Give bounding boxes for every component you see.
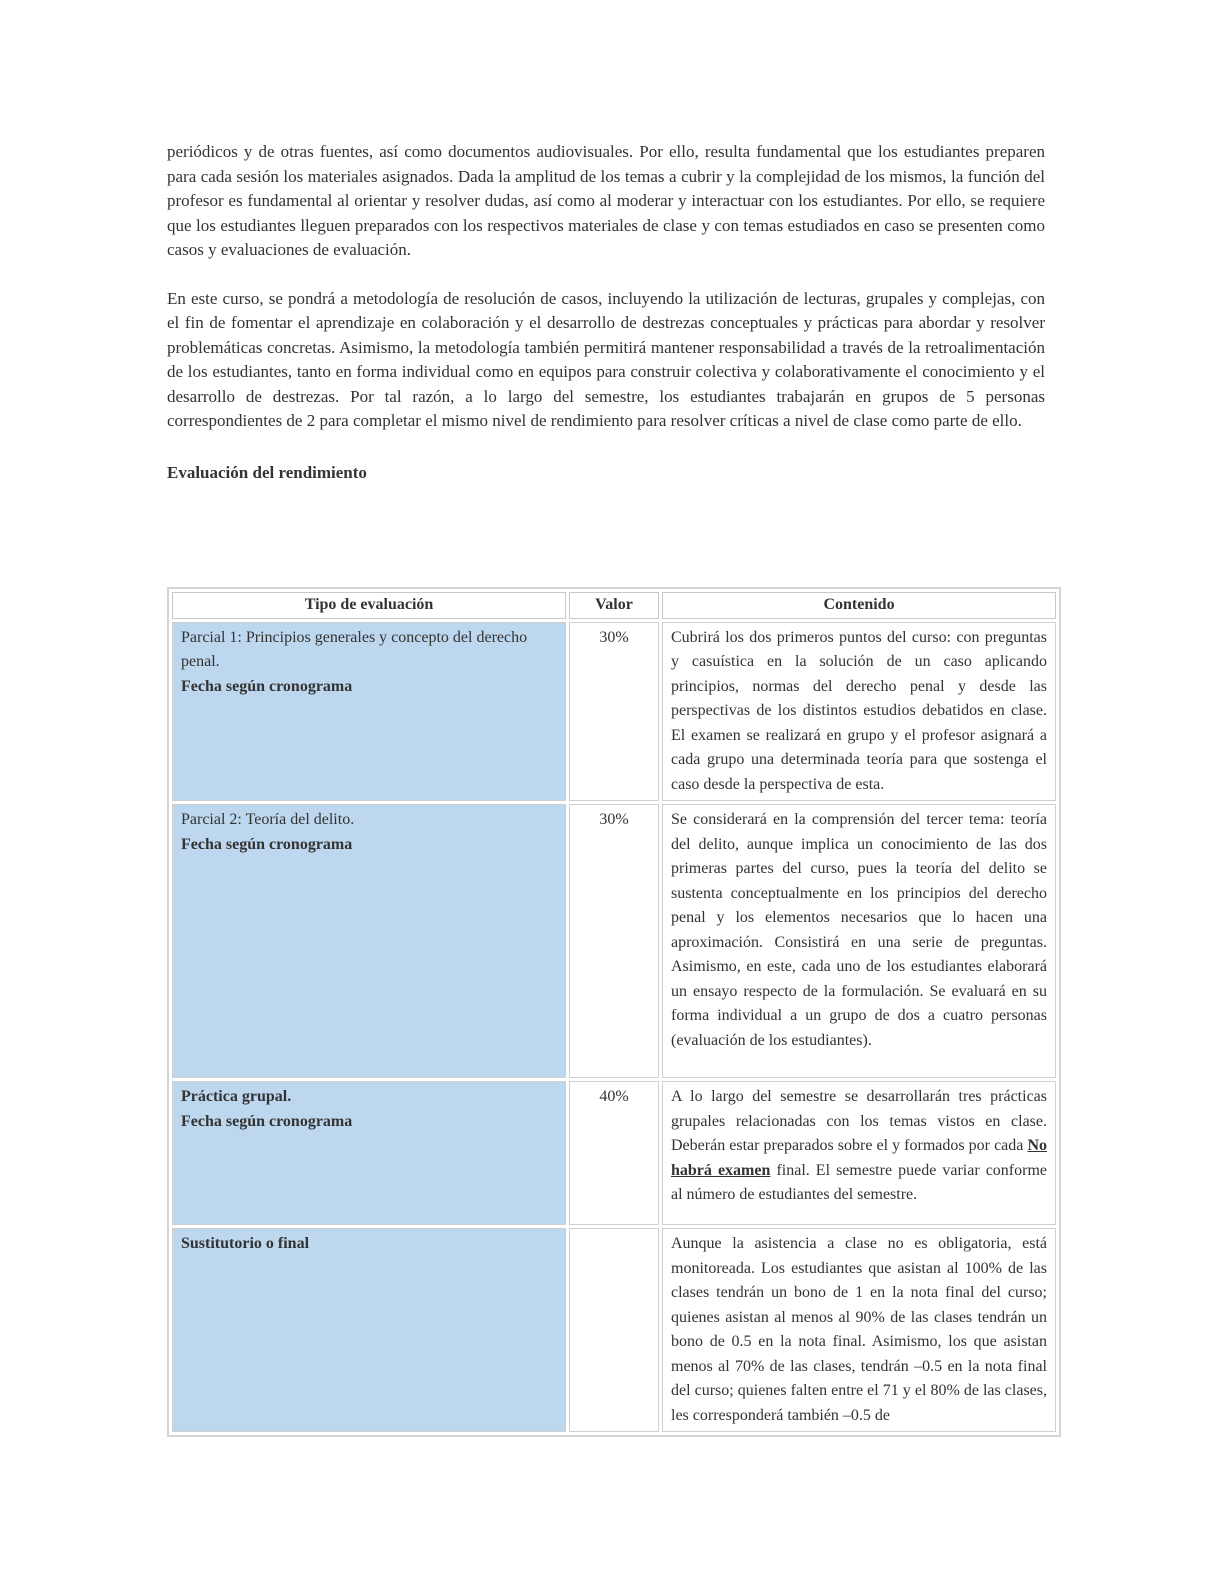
evaluation-type-cell: [172, 1081, 566, 1225]
table-row: [172, 1081, 1056, 1225]
evaluation-type-cell: [172, 1228, 566, 1432]
header-content: Contenido: [662, 592, 1056, 619]
evaluation-content: Se considerará en la comprensión del tercer tema: teoría del delito, aunque implica un conocimiento de las dos primeras partes del curso, pues la teoría del delito se sustenta conceptualmente en los principios del derecho penal y los elementos necesarios que lo hacen una aproximación. Consistirá en una serie de preguntas. Asimismo, en este, cada uno de los estudiantes elaborará un ensayo respecto de la formulación. Se evaluará en su forma individual a un grupo de dos a cuatro personas (evaluación de los estudiantes).: [662, 804, 1056, 1078]
evaluation-content-text: A lo largo del semestre se desarrollarán tres prácticas grupales relacionadas con los temas vistos en clase. Deberán estar preparados sobre el y formados por cada: [671, 1088, 1047, 1154]
table-header-row: [172, 592, 1056, 619]
table-row: [172, 804, 1056, 1078]
header-value: Valor: [569, 592, 659, 619]
no-exam-note: No habrá examen: [671, 1137, 1047, 1179]
table-row: [172, 622, 1056, 802]
evaluation-date: Fecha según cronograma: [181, 1112, 353, 1130]
evaluation-content: Cubrirá los dos primeros puntos del curso: con preguntas y casuística en la solución de un caso aplicando principios, normas del derecho penal y desde las perspectivas de los distintos estudios debatidos en clase. El examen se realizará en grupo y el profesor asignará a cada grupo una determinada teoría para que sostenga el caso desde la perspectiva de esta.: [662, 622, 1056, 802]
evaluation-table: [167, 587, 1061, 1437]
evaluation-content: [662, 1081, 1056, 1225]
evaluation-content-text-after: final. El semestre puede variar conforme al número de estudiantes del semestre.: [671, 1161, 1048, 1203]
evaluation-type-cell: [172, 804, 566, 1078]
paragraph-methodology: periódicos y de otras fuentes, así como documentos audiovisuales. Por ello, resulta fundamental que los estudiantes preparen para cada sesión los materiales asignados. Dada la amplitud de los temas a cubrir y la complejidad de los mismos, la función del profesor es fundamental al orientar y resolver dudas, así como al moderar y interactuar con los estudiantes. Por ello, se requiere que los estudiantes lleguen preparados con los respectivos materiales de clase y con temas estudiados en caso se presenten como casos y evaluaciones de evaluación.: [167, 142, 1045, 259]
section-title: Evaluación del rendimiento: [167, 462, 367, 482]
evaluation-type: Sustitutorio o final: [181, 1235, 310, 1252]
evaluation-content: Aunque la asistencia a clase no es obligatoria, está monitoreada. Los estudiantes que asistan al 100% de las clases tendrán un bono de 1 en la nota final del curso; quienes asistan al menos al 90% de las clases tendrán un bono de 0.5 en la nota final. Asimismo, los que asistan menos al 70% de las clases, tendrán –0.5 en la nota final del curso; quienes falten entre el 71 y el 80% de las clases, les corresponderá también –0.5 de: [662, 1228, 1056, 1432]
document-body: [167, 140, 1045, 507]
evaluation-value: 30%: [569, 622, 659, 802]
paragraph-case-method: En este curso, se pondrá a metodología de resolución de casos, incluyendo la utilización de lecturas, grupales y complejas, con el fin de fomentar el aprendizaje en colaboración y el desarrollo de destrezas conceptuales y prácticas para abordar y resolver problemáticas concretas. Asimismo, la metodología también permitirá mantener responsabilidad a través de la retroalimentación de los estudiantes, tanto en forma individual como en equipos para construir colectiva y colaborativamente el conocimiento y el desarrollo de destrezas. Por tal razón, a lo largo del semestre, los estudiantes trabajarán en grupos de 5 personas correspondientes de 2 para completar el mismo nivel de rendimiento para resolver críticas a nivel de clase como parte de ello.: [167, 288, 1045, 430]
evaluation-value: 40%: [569, 1081, 659, 1225]
evaluation-date: Fecha según cronograma: [181, 677, 353, 695]
evaluation-type: Parcial 2: Teoría del delito.: [181, 811, 355, 828]
evaluation-date: Fecha según cronograma: [181, 835, 353, 853]
evaluation-value: [569, 1228, 659, 1432]
table-row: [172, 1228, 1056, 1432]
evaluation-type: Parcial 1: Principios generales y concepto del derecho penal.: [181, 628, 528, 670]
header-type: Tipo de evaluación: [172, 592, 566, 619]
evaluation-type-cell: [172, 622, 566, 802]
evaluation-value: 30%: [569, 804, 659, 1078]
evaluation-type: Práctica grupal.: [181, 1088, 292, 1105]
